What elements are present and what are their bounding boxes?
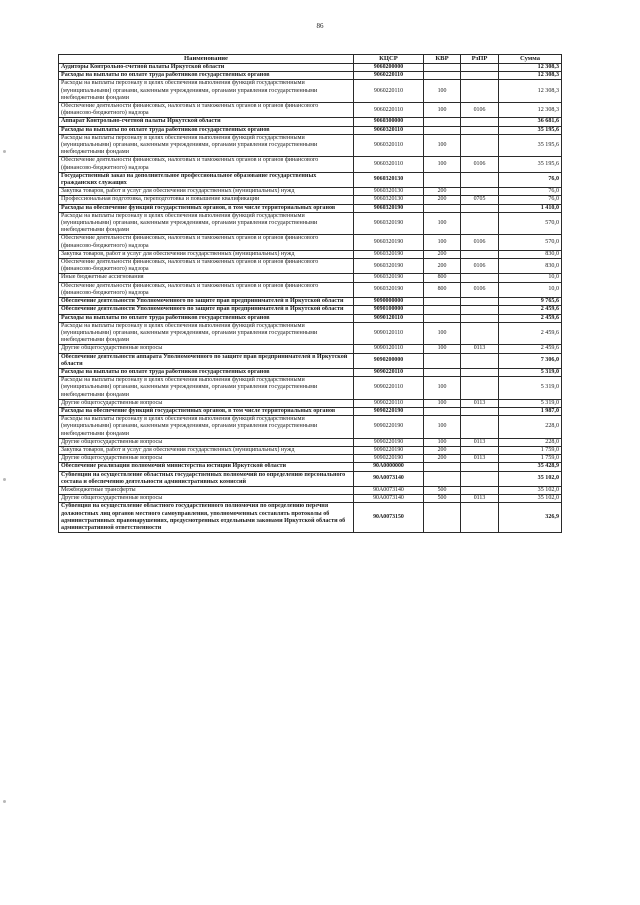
table-row	[59, 306, 562, 314]
row-rzpr-cell	[461, 306, 499, 314]
row-rzpr-cell: 0113	[461, 399, 499, 407]
row-kvr-cell: 100	[424, 134, 461, 157]
row-kvr-cell: 200	[424, 455, 461, 463]
row-sum-cell: 830,0	[499, 259, 562, 274]
page-number: 86	[316, 22, 324, 30]
row-kvr-cell: 800	[424, 282, 461, 297]
row-kvr-cell	[424, 172, 461, 187]
row-sum-cell: 12 308,3	[499, 72, 562, 80]
row-kcsr-cell: 90А0073140	[354, 486, 424, 494]
row-kvr-cell	[424, 204, 461, 212]
row-kvr-cell	[424, 314, 461, 322]
table-row	[59, 446, 562, 454]
row-rzpr-cell	[461, 126, 499, 134]
row-rzpr-cell	[461, 314, 499, 322]
table-row	[59, 204, 562, 212]
row-sum-cell: 570,0	[499, 212, 562, 235]
row-rzpr-cell	[461, 274, 499, 282]
row-sum-cell: 2 459,6	[499, 322, 562, 345]
row-kcsr-cell: 9060320130	[354, 188, 424, 196]
row-sum-cell: 2 459,6	[499, 306, 562, 314]
row-kcsr-cell: 90А0000000	[354, 463, 424, 471]
row-name-cell: Расходы на выплаты персоналу в целях обеспечения выполнения функций государственными (муниципальными) органами, казенными учреждениями, органами управления государственными внебюджетными фондами	[59, 212, 354, 235]
row-sum-cell: 35 428,9	[499, 463, 562, 471]
table-row	[59, 368, 562, 376]
table-row	[59, 322, 562, 345]
row-kcsr-cell: 9060220110	[354, 72, 424, 80]
row-name-cell: Расходы на выплаты персоналу в целях обеспечения выполнения функций государственными (муниципальными) органами, казенными учреждениями, органами управления государственными внебюджетными фондами	[59, 416, 354, 439]
row-name-cell: Другие общегосударственные вопросы	[59, 438, 354, 446]
header-rzpr: РзПР	[461, 55, 499, 64]
scan-punch-mark	[3, 800, 6, 803]
row-rzpr-cell: 0705	[461, 196, 499, 204]
row-name-cell: Расходы на выплаты персоналу в целях обеспечения выполнения функций государственными (муниципальными) органами, казенными учреждениями, органами управления государственными внебюджетными фондами	[59, 80, 354, 103]
row-rzpr-cell	[461, 118, 499, 126]
row-kcsr-cell: 9060320190	[354, 250, 424, 258]
table-row	[59, 438, 562, 446]
row-kvr-cell: 500	[424, 495, 461, 503]
row-sum-cell: 10,0	[499, 274, 562, 282]
table-row	[59, 353, 562, 368]
row-sum-cell: 5 319,0	[499, 377, 562, 400]
row-name-cell: Расходы на выплаты по оплате труда работников государственных органов	[59, 72, 354, 80]
row-rzpr-cell	[461, 72, 499, 80]
row-kcsr-cell: 9090220190	[354, 438, 424, 446]
row-name-cell: Обеспечение деятельности финансовых, налоговых и таможенных органов и органов финансового (финансово-бюджетного) надзора	[59, 259, 354, 274]
row-name-cell: Расходы на выплаты персоналу в целях обеспечения выполнения функций государственными (муниципальными) органами, казенными учреждениями, органами управления государственными внебюджетными фондами	[59, 134, 354, 157]
row-rzpr-cell	[461, 188, 499, 196]
row-name-cell: Закупка товаров, работ и услуг для обеспечения государственных (муниципальных) нужд	[59, 446, 354, 454]
row-sum-cell: 76,0	[499, 188, 562, 196]
row-name-cell: Расходы на выплаты персоналу в целях обеспечения выполнения функций государственными (муниципальными) органами, казенными учреждениями, органами управления государственными внебюджетными фондами	[59, 377, 354, 400]
row-kcsr-cell: 9060320110	[354, 126, 424, 134]
row-kvr-cell: 200	[424, 446, 461, 454]
table-row	[59, 495, 562, 503]
row-sum-cell: 5 319,0	[499, 399, 562, 407]
table-header-row	[59, 55, 562, 64]
row-rzpr-cell	[461, 416, 499, 439]
header-kvr: КВР	[424, 55, 461, 64]
row-kcsr-cell: 9090120110	[354, 322, 424, 345]
row-rzpr-cell: 0106	[461, 103, 499, 118]
row-kcsr-cell: 9060320190	[354, 282, 424, 297]
row-rzpr-cell	[461, 503, 499, 533]
row-rzpr-cell: 0113	[461, 455, 499, 463]
row-name-cell: Расходы на обеспечение функций государственных органов, в том числе территориальных органов	[59, 407, 354, 415]
row-sum-cell: 35 102,0	[499, 486, 562, 494]
row-rzpr-cell: 0106	[461, 157, 499, 172]
row-kvr-cell: 100	[424, 212, 461, 235]
row-kcsr-cell: 9090100000	[354, 306, 424, 314]
row-rzpr-cell: 0113	[461, 495, 499, 503]
table-row	[59, 157, 562, 172]
table-row	[59, 345, 562, 353]
table-row	[59, 455, 562, 463]
row-kcsr-cell: 9060320190	[354, 259, 424, 274]
row-kvr-cell: 200	[424, 188, 461, 196]
row-sum-cell: 35 195,6	[499, 126, 562, 134]
row-kvr-cell: 100	[424, 103, 461, 118]
row-kvr-cell: 200	[424, 196, 461, 204]
row-rzpr-cell	[461, 298, 499, 306]
table-row	[59, 298, 562, 306]
row-name-cell: Обеспечение деятельности финансовых, налоговых и таможенных органов и органов финансового (финансово-бюджетного) надзора	[59, 235, 354, 250]
row-kcsr-cell: 9090200000	[354, 353, 424, 368]
row-sum-cell: 326,9	[499, 503, 562, 533]
row-sum-cell: 76,0	[499, 172, 562, 187]
table-row	[59, 274, 562, 282]
row-kvr-cell: 100	[424, 80, 461, 103]
row-name-cell: Расходы на выплаты по оплате труда работников государственных органов	[59, 368, 354, 376]
row-sum-cell: 35 102,0	[499, 495, 562, 503]
row-sum-cell: 35 102,0	[499, 471, 562, 486]
row-rzpr-cell	[461, 322, 499, 345]
row-rzpr-cell	[461, 368, 499, 376]
row-rzpr-cell	[461, 407, 499, 415]
row-rzpr-cell	[461, 172, 499, 187]
row-kvr-cell	[424, 118, 461, 126]
row-rzpr-cell	[461, 471, 499, 486]
table-row	[59, 196, 562, 204]
row-kvr-cell: 100	[424, 438, 461, 446]
row-sum-cell: 5 319,0	[499, 368, 562, 376]
table-row	[59, 463, 562, 471]
row-kvr-cell	[424, 503, 461, 533]
row-kcsr-cell: 9090220190	[354, 416, 424, 439]
row-kvr-cell: 100	[424, 322, 461, 345]
row-kcsr-cell: 90А0073140	[354, 471, 424, 486]
row-kcsr-cell: 9060320130	[354, 196, 424, 204]
table-row	[59, 134, 562, 157]
table-row	[59, 188, 562, 196]
row-sum-cell: 7 306,0	[499, 353, 562, 368]
row-sum-cell: 12 308,3	[499, 80, 562, 103]
row-sum-cell: 228,0	[499, 416, 562, 439]
row-name-cell: Расходы на обеспечение функций государственных органов, в том числе территориальных органов	[59, 204, 354, 212]
row-kvr-cell: 100	[424, 235, 461, 250]
row-sum-cell: 1 759,0	[499, 446, 562, 454]
row-kcsr-cell: 9060320190	[354, 212, 424, 235]
row-kcsr-cell: 9090120110	[354, 314, 424, 322]
row-kcsr-cell: 9060320110	[354, 134, 424, 157]
row-kcsr-cell: 9090000000	[354, 298, 424, 306]
table-row	[59, 172, 562, 187]
row-name-cell: Другие общегосударственные вопросы	[59, 455, 354, 463]
row-rzpr-cell	[461, 134, 499, 157]
table-row	[59, 486, 562, 494]
row-kcsr-cell: 9090220190	[354, 455, 424, 463]
row-kvr-cell: 100	[424, 345, 461, 353]
row-rzpr-cell: 0113	[461, 438, 499, 446]
row-kvr-cell	[424, 306, 461, 314]
row-rzpr-cell	[461, 64, 499, 72]
row-sum-cell: 2 459,6	[499, 345, 562, 353]
row-name-cell: Расходы на выплаты по оплате труда работников государственных органов	[59, 314, 354, 322]
row-name-cell: Иные бюджетные ассигнования	[59, 274, 354, 282]
row-kvr-cell	[424, 72, 461, 80]
row-sum-cell: 12 308,3	[499, 103, 562, 118]
row-kvr-cell: 100	[424, 377, 461, 400]
table-body	[59, 64, 562, 533]
row-rzpr-cell	[461, 377, 499, 400]
row-kcsr-cell: 90А0073140	[354, 495, 424, 503]
row-sum-cell: 830,0	[499, 250, 562, 258]
row-kcsr-cell: 90А0073150	[354, 503, 424, 533]
row-sum-cell: 570,0	[499, 235, 562, 250]
table-row	[59, 503, 562, 533]
row-rzpr-cell: 0113	[461, 345, 499, 353]
table-row	[59, 282, 562, 297]
row-kcsr-cell: 9090220110	[354, 368, 424, 376]
table-row	[59, 407, 562, 415]
row-kvr-cell	[424, 407, 461, 415]
row-kvr-cell	[424, 368, 461, 376]
table-row	[59, 72, 562, 80]
row-kvr-cell: 100	[424, 157, 461, 172]
row-kcsr-cell: 9060320110	[354, 157, 424, 172]
row-name-cell: Закупка товаров, работ и услуг для обеспечения государственных (муниципальных) нужд	[59, 250, 354, 258]
row-kvr-cell: 500	[424, 486, 461, 494]
row-kvr-cell: 200	[424, 250, 461, 258]
row-kcsr-cell: 9090220110	[354, 377, 424, 400]
budget-table	[58, 54, 562, 533]
table-row	[59, 103, 562, 118]
row-rzpr-cell	[461, 486, 499, 494]
header-name: Наименование	[59, 55, 354, 64]
row-name-cell: Обеспечение деятельности финансовых, налоговых и таможенных органов и органов финансового (финансово-бюджетного) надзора	[59, 282, 354, 297]
header-kcsr: КЦСР	[354, 55, 424, 64]
row-sum-cell: 2 459,6	[499, 314, 562, 322]
row-kcsr-cell: 9060320190	[354, 235, 424, 250]
table-row	[59, 471, 562, 486]
row-name-cell: Обеспечение деятельности аппарата Уполномоченного по защите прав предпринимателей в Иркутской области	[59, 353, 354, 368]
row-kcsr-cell: 9060320190	[354, 274, 424, 282]
table-row	[59, 377, 562, 400]
row-name-cell: Обеспечение деятельности финансовых, налоговых и таможенных органов и органов финансового (финансово-бюджетного) надзора	[59, 103, 354, 118]
row-rzpr-cell	[461, 80, 499, 103]
row-name-cell: Межбюджетные трансферты	[59, 486, 354, 494]
row-kvr-cell: 800	[424, 274, 461, 282]
row-kvr-cell	[424, 463, 461, 471]
row-rzpr-cell	[461, 353, 499, 368]
row-rzpr-cell	[461, 446, 499, 454]
row-name-cell: Расходы на выплаты по оплате труда работников государственных органов	[59, 126, 354, 134]
row-name-cell: Расходы на выплаты персоналу в целях обеспечения выполнения функций государственными (муниципальными) органами, казенными учреждениями, органами управления государственными внебюджетными фондами	[59, 322, 354, 345]
table-row	[59, 259, 562, 274]
row-rzpr-cell	[461, 250, 499, 258]
row-kcsr-cell: 9090220190	[354, 446, 424, 454]
table-row	[59, 250, 562, 258]
row-kcsr-cell: 9090220110	[354, 399, 424, 407]
row-kvr-cell	[424, 298, 461, 306]
table-row	[59, 64, 562, 72]
row-name-cell: Обеспечение деятельности Уполномоченного по защите прав предпринимателей в Иркутской области	[59, 298, 354, 306]
row-kcsr-cell: 9060220110	[354, 80, 424, 103]
row-rzpr-cell: 0106	[461, 282, 499, 297]
row-name-cell: Другие общегосударственные вопросы	[59, 399, 354, 407]
row-rzpr-cell	[461, 204, 499, 212]
row-sum-cell: 1 410,0	[499, 204, 562, 212]
row-name-cell: Аппарат Контрольно-счетной палаты Иркутской области	[59, 118, 354, 126]
row-rzpr-cell	[461, 463, 499, 471]
row-name-cell: Профессиональная подготовка, переподготовка и повышение квалификации	[59, 196, 354, 204]
row-kvr-cell	[424, 64, 461, 72]
row-name-cell: Обеспечение деятельности финансовых, налоговых и таможенных органов и органов финансового (финансово-бюджетного) надзора	[59, 157, 354, 172]
row-sum-cell: 36 681,6	[499, 118, 562, 126]
row-kcsr-cell: 9060320130	[354, 172, 424, 187]
row-rzpr-cell: 0106	[461, 235, 499, 250]
row-name-cell: Обеспечение реализации полномочий министерства юстиции Иркутской области	[59, 463, 354, 471]
row-rzpr-cell	[461, 212, 499, 235]
header-sum: Сумма	[499, 55, 562, 64]
table-row	[59, 118, 562, 126]
row-sum-cell: 35 195,6	[499, 157, 562, 172]
row-kcsr-cell: 9060200000	[354, 64, 424, 72]
row-name-cell: Аудиторы Контрольно-счетной палаты Иркутской области	[59, 64, 354, 72]
table-row	[59, 212, 562, 235]
row-kvr-cell: 100	[424, 399, 461, 407]
row-sum-cell: 228,0	[499, 438, 562, 446]
row-kvr-cell: 100	[424, 416, 461, 439]
row-name-cell: Закупка товаров, работ и услуг для обеспечения государственных (муниципальных) нужд	[59, 188, 354, 196]
row-sum-cell: 9 765,6	[499, 298, 562, 306]
table-row	[59, 399, 562, 407]
row-name-cell: Субвенция на осуществление областного государственного полномочия по определению перечня должностных лиц органов местного самоуправления, уполномоченных составлять протоколы об административных правонарушениях, предусмотренных отдельными законами Иркутской области об административной ответственности	[59, 503, 354, 533]
row-kcsr-cell: 9060320190	[354, 204, 424, 212]
row-name-cell: Государственный заказ на дополнительное профессиональное образование государственных гражданских служащих	[59, 172, 354, 187]
row-kcsr-cell: 9090120110	[354, 345, 424, 353]
table-row	[59, 314, 562, 322]
row-kvr-cell	[424, 471, 461, 486]
scan-punch-mark	[3, 150, 6, 153]
row-name-cell: Субвенции на осуществление областных государственных полномочий по определению персонального состава и обеспечению деятельности административных комиссий	[59, 471, 354, 486]
row-kcsr-cell: 9060300000	[354, 118, 424, 126]
row-name-cell: Другие общегосударственные вопросы	[59, 495, 354, 503]
row-rzpr-cell: 0106	[461, 259, 499, 274]
row-sum-cell: 10,0	[499, 282, 562, 297]
row-name-cell: Другие общегосударственные вопросы	[59, 345, 354, 353]
row-sum-cell: 35 195,6	[499, 134, 562, 157]
row-kvr-cell: 200	[424, 259, 461, 274]
row-sum-cell: 1 759,0	[499, 455, 562, 463]
row-sum-cell: 12 308,3	[499, 64, 562, 72]
row-kcsr-cell: 9090220190	[354, 407, 424, 415]
row-sum-cell: 76,0	[499, 196, 562, 204]
table-row	[59, 416, 562, 439]
table-row	[59, 80, 562, 103]
scan-punch-mark	[3, 478, 6, 481]
row-name-cell: Обеспечение деятельности Уполномоченного по защите прав предпринимателей в Иркутской области	[59, 306, 354, 314]
row-kcsr-cell: 9060220110	[354, 103, 424, 118]
row-sum-cell: 1 987,0	[499, 407, 562, 415]
table-row	[59, 126, 562, 134]
row-kvr-cell	[424, 126, 461, 134]
table-row	[59, 235, 562, 250]
row-kvr-cell	[424, 353, 461, 368]
